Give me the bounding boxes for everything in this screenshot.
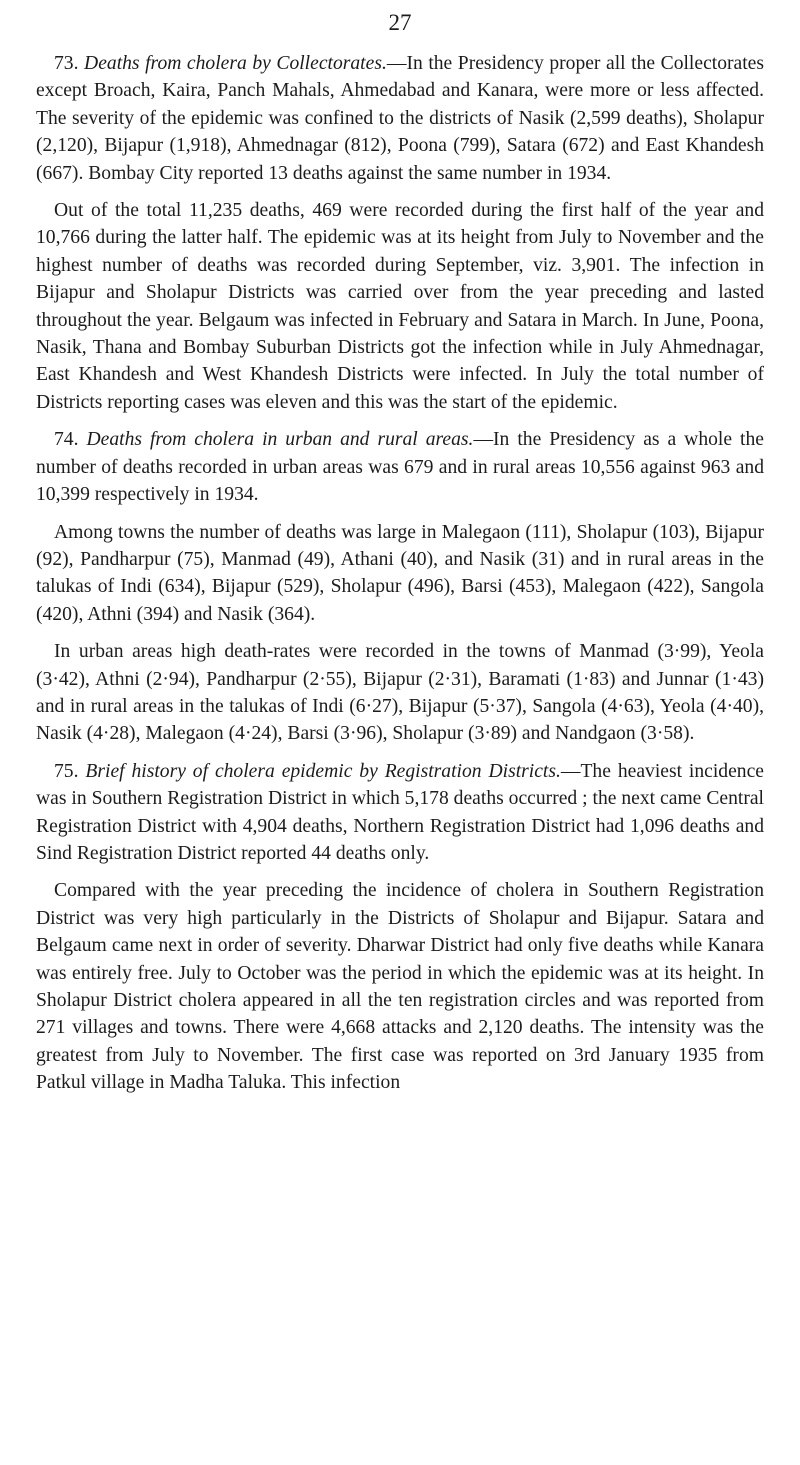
section-74-paragraph-1: 74. Deaths from cholera in urban and rural areas.—In the Presidency as a whole the number of deaths recorded in urban areas was 679 and in rural areas 10,556 against 963 and 10,399 respectively in 1934. — [36, 429, 764, 506]
section-75-heading: Brief history of cholera epidemic by Registration Districts. — [85, 760, 561, 782]
section-73-heading: Deaths from cholera by Collectorates. — [84, 53, 387, 74]
section-75-number: 75. — [54, 760, 79, 782]
section-73-number: 73. — [54, 53, 79, 74]
page-body — [36, 50, 764, 1107]
section-75-paragraph-1: 75. Brief history of cholera epidemic by Registration Districts.—The heaviest incidence was in Southern Registration District in which 5,178 deaths occurred ; the next came Central Registration District with 4,904 deaths, Northern Registration District had 1,096 deaths and Sind Registration District reported 44 deaths only. — [36, 760, 764, 864]
section-74-text-1: In the Presidency as a whole the number of deaths recorded in urban areas was 679 and in rural areas 10,556 against 963 and 10,399 respectively in 1934. — [36, 429, 764, 506]
page-number: 27 — [388, 10, 412, 35]
section-74-paragraph-2: Among towns the number of deaths was large in Malegaon (111), Sholapur (103), Bijapur (92), Pandharpur (75), Manmad (49), Athani (40), and Nasik (31) and in rural areas in the talukas of Indi (634), Bijapur (529), Sholapur (496), Barsi (453), Malegaon (422), Sangola (420), Athni (394) and Nasik (364). — [36, 521, 764, 625]
section-74-paragraph-3: In urban areas high death-rates were recorded in the towns of Manmad (3·99), Yeola (3·42), Athni (2·94), Pandharpur (2·55), Bijapur (2·31), Baramati (1·83) and Junnar (1·43) and in rural areas in the talukas of Indi (6·27), Bijapur (5·37), Sangola (4·63), Yeola (4·40), Nasik (4·28), Malegaon (4·24), Barsi (3·96), Sholapur (3·89) and Nandgaon (3·58). — [36, 641, 764, 745]
section-74-number: 74. — [54, 429, 79, 451]
section-73-paragraph-2: Out of the total 11,235 deaths, 469 were recorded during the first half of the year and 10,766 during the latter half. The epidemic was at its height from July to November and the highest number of deaths was recorded during September, viz. 3,901. The infection in Bijapur and Sholapur Districts was carried over from the year preceding and lasted throughout the year. Belgaum was infected in February and Satara in March. In June, Poona, Nasik, Thana and Bombay Suburban Districts got the infection while in July Ahmednagar, East Khandesh and West Khandesh Districts were infected. In July the total number of Districts reporting cases was eleven and this was the start of the epidemic. — [36, 200, 764, 413]
section-73-text-1: In the Presidency proper all the Collectorates except Broach, Kaira, Panch Mahals, Ahmedabad and Kanara, were more or less affected. The severity of the epidemic was confined to the districts of Nasik (2,599 deaths), Sholapur (2,120), Bijapur (1,918), Ahmednagar (812), Poona (799), Satara (672) and East Khandesh (667). Bombay City reported 13 deaths against the same number in 1934. — [36, 53, 764, 184]
section-73-paragraph-1: 73. Deaths from cholera by Collectorates.—In the Presidency proper all the Collectorates except Broach, Kaira, Panch Mahals, Ahmedabad and Kanara, were more or less affected. The severity of the epidemic was confined to the districts of Nasik (2,599 deaths), Sholapur (2,120), Bijapur (1,918), Ahmednagar (812), Poona (799), Satara (672) and East Khandesh (667). Bombay City reported 13 deaths against the same number in 1934. — [36, 53, 764, 184]
section-74-heading: Deaths from cholera in urban and rural areas. — [86, 429, 474, 451]
section-75-text-1: The heaviest incidence was in Southern Registration District in which 5,178 deaths occurred ; the next came Central Registration District with 4,904 deaths, Northern Registration District had 1,096 deaths and Sind Registration District reported 44 deaths only. — [36, 760, 764, 864]
section-75-paragraph-2: Compared with the year preceding the incidence of cholera in Southern Registration District was very high particularly in the Districts of Sholapur and Bijapur. Satara and Belgaum came next in order of severity. Dharwar District had only five deaths while Kanara was entirely free. July to October was the period in which the epidemic was at its height. In Sholapur District cholera appeared in all the ten registration circles and was reported from 271 villages and towns. There were 4,668 attacks and 2,120 deaths. The intensity was the greatest from July to November. The first case was reported on 3rd January 1935 from Patkul village in Madha Taluka. This infection — [36, 880, 764, 1094]
